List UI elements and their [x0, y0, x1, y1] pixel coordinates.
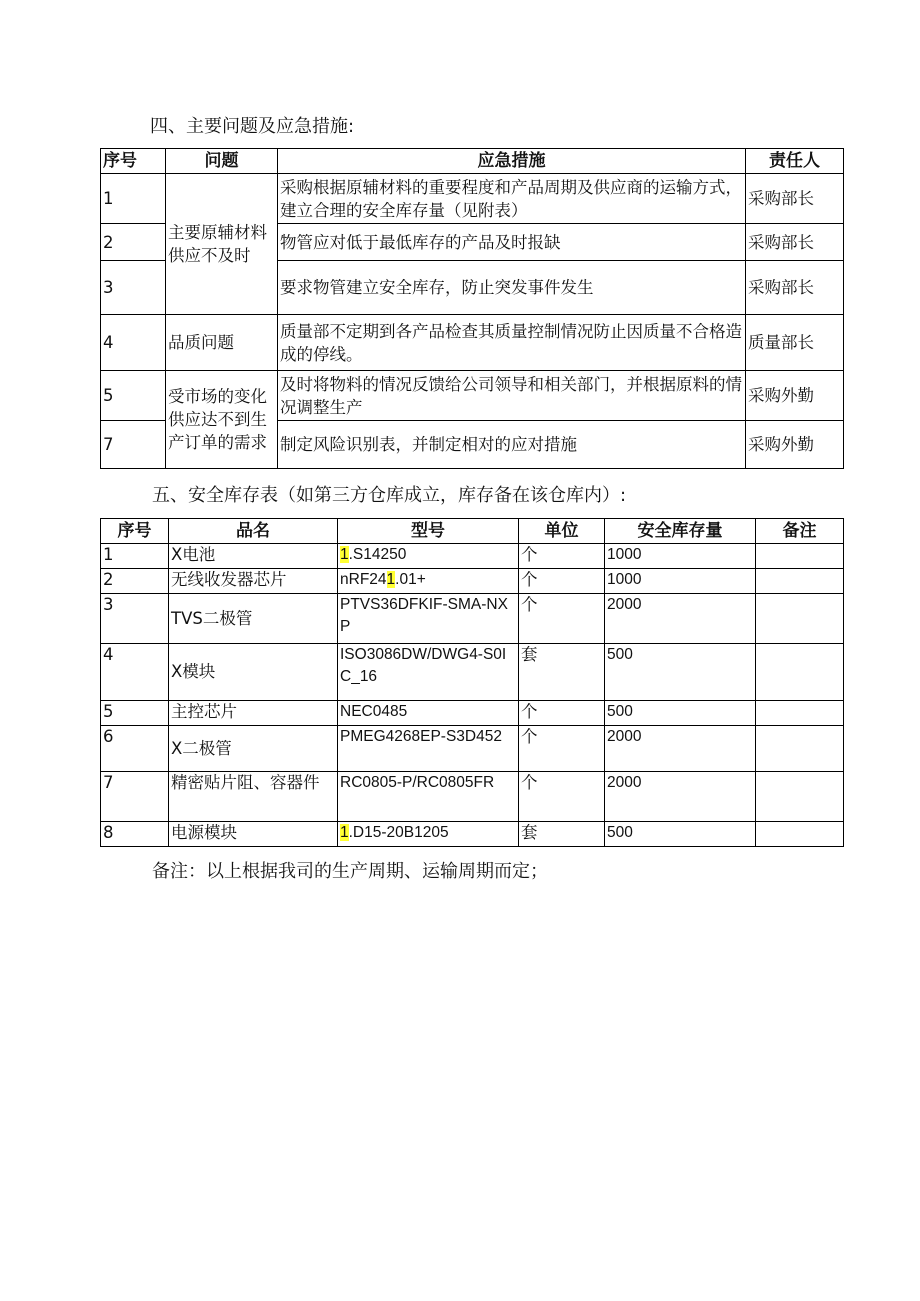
row-model: NEC0485 [338, 701, 519, 726]
row-no: 2 [101, 224, 166, 261]
row-unit: 套 [519, 822, 605, 847]
row-qty: 2000 [605, 594, 756, 644]
row-unit: 个 [519, 701, 605, 726]
highlight-mark: 1 [386, 571, 396, 588]
header-qty: 安全库存量 [605, 519, 756, 544]
row-owner: 采购部长 [746, 174, 844, 224]
row-owner: 采购部长 [746, 261, 844, 315]
row-qty: 2000 [605, 772, 756, 822]
header-unit: 单位 [519, 519, 605, 544]
row-measure: 要求物管建立安全库存，防止突发事件发生 [278, 261, 746, 315]
row-no: 4 [101, 315, 166, 371]
header-no: 序号 [101, 519, 169, 544]
row-remark [756, 644, 844, 701]
model-text: nRF24 [340, 571, 387, 588]
row-qty: 500 [605, 822, 756, 847]
row-no: 8 [101, 822, 169, 847]
row-model: PMEG4268EP-S3D452 [338, 726, 519, 772]
table-row [101, 701, 844, 726]
header-owner: 责任人 [746, 149, 844, 174]
row-measure: 质量部不定期到各产品检查其质量控制情况防止因质量不合格造成的停线。 [278, 315, 746, 371]
row-model: RC0805-P/RC0805FR [338, 772, 519, 822]
row-name: 无线收发器芯片 [169, 569, 338, 594]
row-measure: 物管应对低于最低库存的产品及时报缺 [278, 224, 746, 261]
row-name: X电池 [169, 544, 338, 569]
row-name: X二极管 [169, 726, 338, 772]
table-row [101, 544, 844, 569]
row-problem: 品质问题 [166, 315, 278, 371]
row-no: 5 [101, 701, 169, 726]
table-row [101, 371, 844, 421]
row-name: X模块 [169, 644, 338, 701]
row-remark [756, 726, 844, 772]
row-remark [756, 701, 844, 726]
row-no: 2 [101, 569, 169, 594]
row-model [338, 544, 519, 569]
row-unit: 个 [519, 569, 605, 594]
row-owner: 采购外勤 [746, 371, 844, 421]
row-problem: 受市场的变化供应达不到生产订单的需求 [166, 371, 278, 469]
table-row [101, 594, 844, 644]
row-owner: 采购外勤 [746, 421, 844, 469]
row-unit: 套 [519, 644, 605, 701]
header-name: 品名 [169, 519, 338, 544]
row-remark [756, 822, 844, 847]
row-no: 7 [101, 772, 169, 822]
row-measure: 制定风险识别表，并制定相对的应对措施 [278, 421, 746, 469]
header-remark: 备注 [756, 519, 844, 544]
row-remark [756, 772, 844, 822]
row-measure: 采购根据原辅材料的重要程度和产品周期及供应商的运输方式，建立合理的安全库存量（见附表） [278, 174, 746, 224]
table-row [101, 315, 844, 371]
row-no: 7 [101, 421, 166, 469]
model-text: .D15-20B1205 [348, 824, 449, 841]
row-no: 5 [101, 371, 166, 421]
table-row [101, 822, 844, 847]
row-no: 1 [101, 544, 169, 569]
table-row [101, 726, 844, 772]
table-row [101, 772, 844, 822]
row-model [338, 569, 519, 594]
header-no: 序号 [101, 149, 166, 174]
row-no: 3 [101, 261, 166, 315]
row-name: TVS二极管 [169, 594, 338, 644]
row-name: 精密贴片阻、容器件 [169, 772, 338, 822]
model-text: .S14250 [348, 546, 407, 563]
row-owner: 质量部长 [746, 315, 844, 371]
row-qty: 1000 [605, 544, 756, 569]
row-qty: 2000 [605, 726, 756, 772]
row-measure: 及时将物料的情况反馈给公司领导和相关部门，并根据原料的情况调整生产 [278, 371, 746, 421]
header-model: 型号 [338, 519, 519, 544]
row-no: 3 [101, 594, 169, 644]
table-row [101, 569, 844, 594]
row-remark [756, 594, 844, 644]
table-row [101, 644, 844, 701]
highlight-mark: 1 [340, 546, 349, 563]
row-no: 1 [101, 174, 166, 224]
row-model: ISO3086DW/DWG4-S0IC_16 [338, 644, 519, 701]
table-header-row [101, 149, 844, 174]
row-unit: 个 [519, 544, 605, 569]
row-owner: 采购部长 [746, 224, 844, 261]
model-text: .01+ [395, 571, 426, 588]
safety-stock-table [100, 518, 844, 847]
row-qty: 500 [605, 644, 756, 701]
row-unit: 个 [519, 594, 605, 644]
footnote: 备注：以上根据我司的生产周期、运输周期而定； [152, 861, 548, 882]
row-no: 4 [101, 644, 169, 701]
row-qty: 1000 [605, 569, 756, 594]
table-row [101, 174, 844, 224]
table-header-row [101, 519, 844, 544]
row-unit: 个 [519, 772, 605, 822]
row-model: PTVS36DFKIF-SMA-NXP [338, 594, 519, 644]
row-problem: 主要原辅材料供应不及时 [166, 174, 278, 315]
row-name: 电源模块 [169, 822, 338, 847]
section5-heading: 五、安全库存表（如第三方仓库成立，库存备在该仓库内）: [152, 485, 627, 506]
header-measure: 应急措施 [278, 149, 746, 174]
section4-heading: 四、主要问题及应急措施: [150, 116, 355, 137]
row-remark [756, 544, 844, 569]
row-no: 6 [101, 726, 169, 772]
row-remark [756, 569, 844, 594]
emergency-measures-table [100, 148, 844, 469]
row-name: 主控芯片 [169, 701, 338, 726]
row-qty: 500 [605, 701, 756, 726]
highlight-mark: 1 [340, 824, 349, 841]
header-problem: 问题 [166, 149, 278, 174]
row-model [338, 822, 519, 847]
row-unit: 个 [519, 726, 605, 772]
